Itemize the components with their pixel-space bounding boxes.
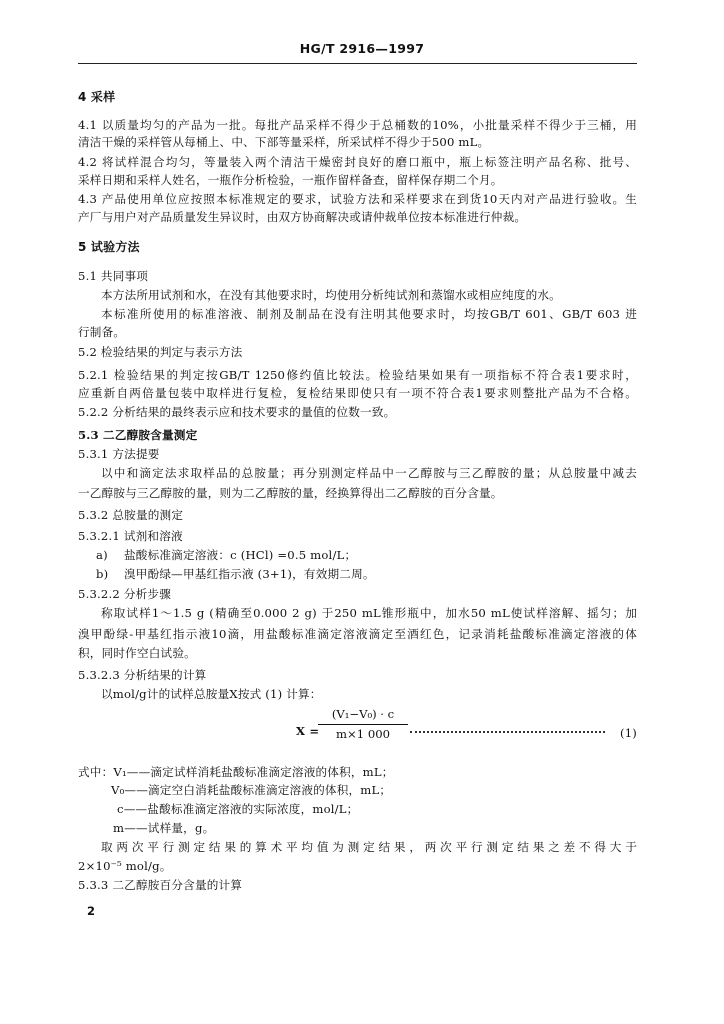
item-b-label: b): [96, 567, 109, 581]
clause-5-2-1-line2: 应重新自两倍量包装中取样进行复检，复检结果即使只有一项不符合表1要求则整批产品为不合格。: [78, 386, 637, 400]
clause-4-2-line1: 4.2 将试样混合均匀，等量装入两个清洁干燥密封良好的磨口瓶中，瓶上标签注明产品名称、批号、: [78, 155, 637, 169]
clause-5-3-2-2-line3: 积，同时作空白试验。: [78, 646, 196, 660]
item-b-text: 溴甲酚绿—甲基红指示液 (3+1)，有效期二周。: [124, 567, 375, 581]
clause-5-3-title: 5.3 二乙醇胺含量测定: [78, 428, 198, 442]
section-5-title: 5 试验方法: [78, 240, 140, 254]
clause-5-2-title: 5.2 检验结果的判定与表示方法: [78, 345, 243, 359]
clause-5-3-3-title: 5.3.3 二乙醇胺百分含量的计算: [78, 878, 243, 892]
where-m: m——试样量，g。: [113, 821, 215, 835]
clause-5-2-2: 5.2.2 分析结果的最终表示应和技术要求的量值的位数一致。: [78, 405, 396, 419]
clause-4-3-line2: 产厂与用户对产品质量发生异议时，由双方协商解决或请仲裁单位按本标准进行仲裁。: [78, 210, 527, 224]
where-v1: 式中：V₁——滴定试样消耗盐酸标准滴定溶液的体积，mL；: [78, 765, 394, 779]
clause-5-3-2-3-title: 5.3.2.3 分析结果的计算: [78, 668, 207, 682]
clause-4-1-line1: 4.1 以质量均匀的产品为一批。每批产品采样不得少于总桶数的10%，小批量采样不得少于三桶，用: [78, 118, 637, 132]
section-4-title: 4 采样: [78, 90, 116, 104]
clause-4-3-line1: 4.3 产品使用单位应按照本标准规定的要求，试验方法和采样要求在到货10天内对产品进行验收。生: [78, 192, 637, 206]
formula-fraction: [318, 706, 408, 743]
formula-number: (1): [620, 726, 638, 740]
formula-leader-dots: [410, 730, 605, 733]
clause-5-2-1-line1: 5.2.1 检验结果的判定按GB/T 1250修约值比较法。检验结果如果有一项指标不符合表1要求时，: [78, 368, 637, 382]
page-header-code: HG/T 2916—1997: [299, 41, 425, 56]
clause-4-2-line2: 采样日期和采样人姓名，一瓶作分析检验，一瓶作留样备查，留样保存期二个月。: [78, 173, 503, 187]
clause-5-3-1-title: 5.3.1 方法提要: [78, 447, 160, 461]
item-a-label: a): [96, 548, 108, 562]
clause-4-1-line2: 清洁干燥的采样管从每桶上、中、下部等量采样，所采试样不得少于500 mL。: [78, 135, 490, 149]
clause-5-3-1-line2: 一乙醇胺与三乙醇胺的量，则为二乙醇胺的量，经换算得出二乙醇胺的百分含量。: [78, 486, 503, 500]
result-rule-line2: 2×10⁻⁵ mol/g。: [78, 859, 172, 873]
clause-5-1-para1: 本方法所用试剂和水，在没有其他要求时，均使用分析纯试剂和蒸馏水或相应纯度的水。: [101, 288, 561, 302]
header-divider: [78, 63, 637, 64]
clause-5-1-para2-line2: 行制备。: [78, 325, 126, 339]
clause-5-3-2-2-line2: 溴甲酚绿-甲基红指示液10滴，用盐酸标准滴定溶液滴定至酒红色，记录消耗盐酸标准滴定溶液的体: [78, 627, 637, 641]
clause-5-3-2-2-line1: 称取试样1～1.5 g (精确至0.000 2 g) 于250 mL锥形瓶中，加水50 mL使试样溶解、摇匀；加: [101, 606, 637, 620]
clause-5-3-2-title: 5.3.2 总胺量的测定: [78, 508, 184, 522]
clause-5-3-2-3-intro: 以mol/g计的试样总胺量X按式 (1) 计算：: [101, 687, 322, 701]
where-v0: V₀——滴定空白消耗盐酸标准滴定溶液的体积，mL；: [111, 783, 392, 797]
formula-fraction-bar: [318, 724, 408, 725]
formula-lhs: X =: [296, 724, 320, 738]
clause-5-1-title: 5.1 共同事项: [78, 269, 149, 283]
result-rule-line1: 取两次平行测定结果的算术平均值为测定结果，两次平行测定结果之差不得大于: [101, 840, 637, 854]
clause-5-3-1-line1: 以中和滴定法求取样品的总胺量；再分别测定样品中一乙醇胺与三乙醇胺的量；从总胺量中减去: [101, 466, 637, 480]
formula-numerator: (V₁−V₀) · c: [331, 707, 395, 721]
page-number: 2: [87, 904, 96, 918]
clause-5-1-para2-line1: 本标准所使用的标准溶液、制剂及制品在没有注明其他要求时，均按GB/T 601、GB/T 603 进: [101, 307, 637, 321]
formula-denominator: m×1 000: [336, 727, 390, 741]
item-a-text: 盐酸标准滴定溶液：c (HCl) =0.5 mol/L；: [124, 548, 357, 562]
clause-5-3-2-1-title: 5.3.2.1 试剂和溶液: [78, 529, 183, 543]
clause-5-3-2-2-title: 5.3.2.2 分析步骤: [78, 587, 172, 601]
where-c: c——盐酸标准滴定溶液的实际浓度，mol/L；: [117, 802, 359, 816]
